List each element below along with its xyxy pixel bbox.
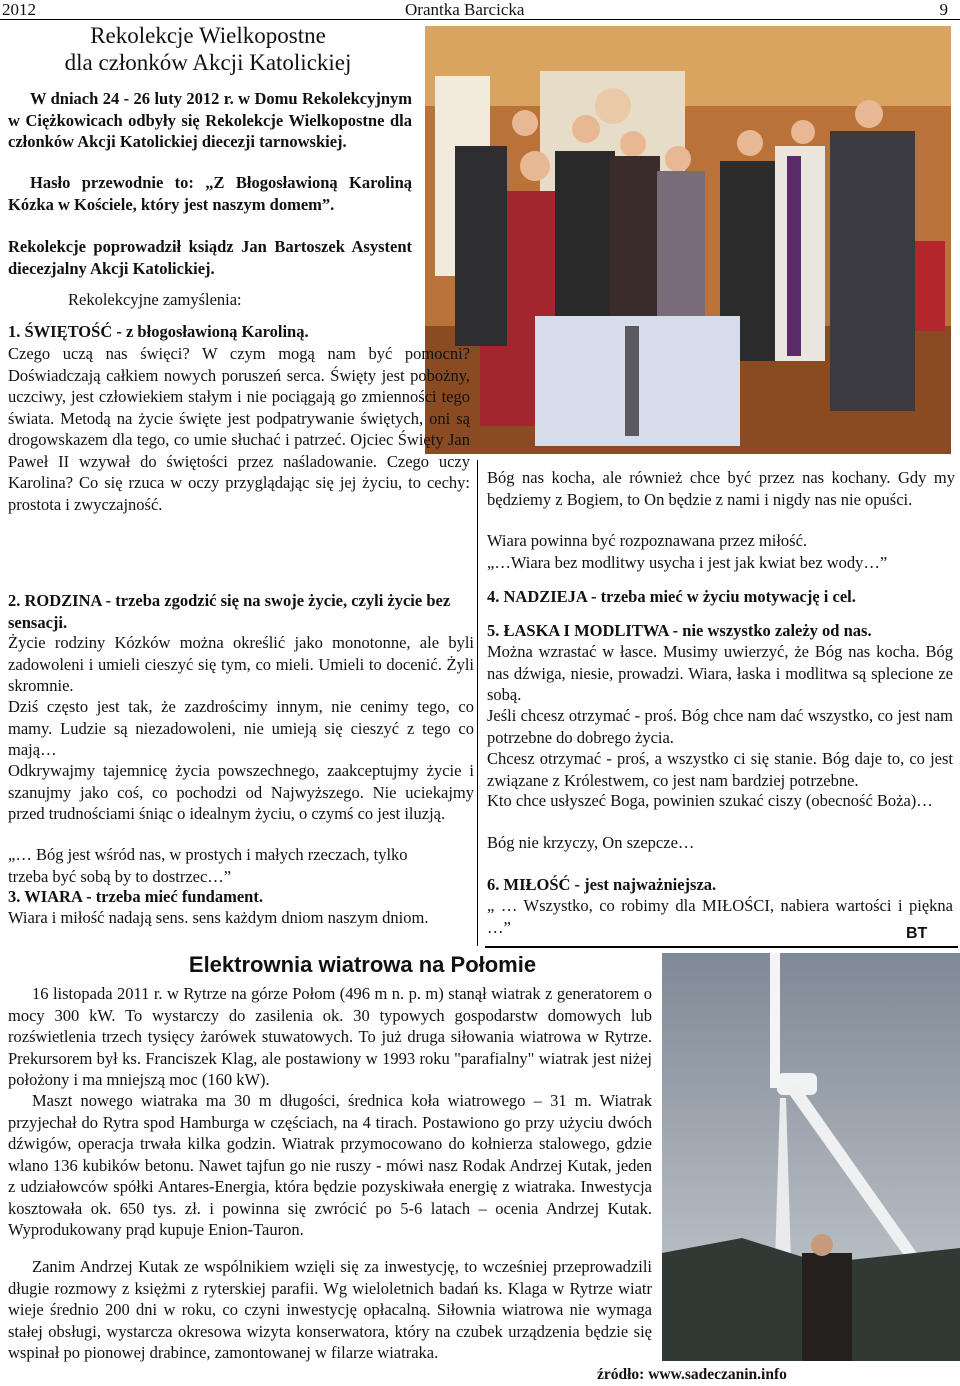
column-divider: [477, 460, 478, 946]
group-photo: [425, 26, 951, 454]
section3-heading: 3. WIARA - trzeba mieć fundament.: [8, 887, 263, 906]
section5-paragraph-2: Jeśli chcesz otrzymać - proś. Bóg chce nam dać wszystko, co jest nam potrzebne do dobrego życia.: [487, 706, 953, 747]
right-paragraph-3: „…Wiara bez modlitwy usycha i jest jak kwiat bez wody…”: [487, 553, 888, 572]
section5-paragraph-3: Chcesz otrzymać - proś, a wszystko ci się stanie. Bóg daje to, co jest związane z Królestwem, co jest nam bardziej potrzebne.: [487, 749, 953, 790]
section6-text: „ … Wszystko, co robimy dla MIŁOŚCI, nabiera wartości i piękna …”: [487, 896, 953, 937]
section5-paragraph-1: Można wzrastać w łasce. Musimy uwierzyć, że Bóg nas kocha. Bóg nas dźwiga, niesie, prowadzi. Wiara, łaska i modlitwa są splecione ze sobą.: [487, 642, 953, 704]
section4-heading: 4. NADZIEJA - trzeba mieć w życiu motywację i cel.: [487, 587, 856, 606]
section2-paragraph-3: Odkrywajmy tajemnicę życia powszechnego, zaakceptujmy życie i szanujmy jako coś, co pochodzi od Najwyższego. Nie uciekajmy przed trudnościami śniąc o idealnym życiu, o czymś co jest iluzją.: [8, 761, 474, 823]
article1-intro: W dniach 24 - 26 luty 2012 r. w Domu Rekolekcyjnym w Ciężkowicach odbyły się Rekolekcje Wielkopostne dla członków Akcji Katolickiej diecezji tarnowskiej.: [8, 89, 412, 151]
section2-paragraph-1: Życie rodziny Kózków można określić jako monotonne, ale byli zadowoleni i umieli cieszyć się tym, co mieli. Umieli to docenić. Żyli skromnie.: [8, 633, 474, 695]
article-separator: [485, 946, 958, 948]
section2-quote: „… Bóg jest wśród nas, w prostych i małych rzeczach, tylko trzeba być sobą by to dostrzec…”: [8, 845, 408, 886]
header-title: Orantka Barcicka: [405, 0, 525, 19]
article2-title: Elektrownia wiatrowa na Połomie: [188, 952, 537, 977]
article1-signature: BT: [906, 925, 928, 942]
article2-paragraph-2: Maszt nowego wiatraka ma 30 m długości, średnica koła wiatrowego – 31 m. Wiatrak przyjechał do Rytra spod Hamburga w częściach, na 4 tirach. Postawiono go przy użyciu dwóch dźwigów, operacja trwała kilka godzin. Wiatrak przymocowano do kołnierza stalowego, gdzie wlano 136 kubików betonu. Nawet tajfun go nie ruszy - mówi nasz Rodak Andrzej Kutak, jeden z udziałowców spółki Antares-Energia, która będzie pozyskiwała energię z wiatraka. Inwestycja kosztowała ok. 650 tys. zł. i powinna się zwrócić po 5-6 latach – ocenia Andrzej Kutak. Wyprodukowany prąd kupuje Enion-Tauron.: [8, 1091, 652, 1239]
section1-heading: 1. ŚWIĘTOŚĆ - z błogosławioną Karoliną.: [8, 322, 309, 341]
article2-paragraph-3: Zanim Andrzej Kutak ze wspólnikiem wzięli się za inwestycję, to wcześniej przeprowadzili długie rozmowy z księżmi z ryterskiej parafii. Wg wieloletnich badań ks. Klaga w Rytrze wiatr wieje średnio 200 dni w roku, co czyni inwestycję opłacalną. Siłownia wiatrowa nie wymaga stałej obsługi, wystarcza okresowa wizyta konserwatora, który na czubek urządzenia będzie się wspinał po pionowej drabince, zamontowanej w filarze wiatraka.: [8, 1257, 652, 1362]
article1-leader: Rekolekcje poprowadził ksiądz Jan Bartoszek Asystent diecezjalny Akcji Katolickiej.: [8, 237, 412, 278]
section2-heading: 2. RODZINA - trzeba zgodzić się na swoje życie, czyli życie bez sensacji.: [8, 591, 451, 632]
section3-text: Wiara i miłość nadają sens. sens każdym dniom naszym dniom.: [8, 908, 429, 927]
section1-text: Czego uczą nas święci? W czym mogą nam być pomocni? Doświadczają całkiem nowych poruszeń serca. Święty jest pobożny, uczciwy, jest człowiekiem stałym i nie pociągają go zmienności tego świata. Metodą na życie święte jest podpatrywanie świętych, oni są drogowskazem dla tego, co umie słuchać i patrzeć. Ojciec Święty Jan Paweł II wzywał do świętości przez naśladowanie. Czego uczy Karolina? Co się rzuca w oczy przyglądając się jej życiu, to cechy: prostota i zwyczajność.: [8, 344, 470, 514]
section5-paragraph-5: Bóg nie krzyczy, On szepcze…: [487, 833, 695, 852]
wind-turbine-photo: [662, 953, 960, 1361]
article2-paragraph-1: 16 listopada 2011 r. w Rytrze na górze Połom (496 m n. p. m) stanął wiatrak z generatorem o mocy 300 kW. To wystarczy do zasilenia ok. 30 typowych gospodarstw domowych lub rozświetlenia trzech tysięcy żarówek stuwatowych. To już druga siłowania wiatrowa w Rytrze. Prekursorem był ks. Franciszek Klag, ale postawiony w 1993 roku "parafialny" wiatrak jest niżej położony i ma mniejszą moc (160 kW).: [8, 984, 652, 1089]
article1-motto: Hasło przewodnie to: „Z Błogosławioną Karoliną Kózka w Kościele, który jest naszym domem”.: [8, 173, 412, 214]
article1-title: Rekolekcje Wielkopostne dla członków Akcji Katolickiej: [64, 23, 352, 75]
section6-heading: 6. MIŁOŚĆ - jest najważniejsza.: [487, 875, 717, 894]
header-page-number: 9: [939, 0, 948, 19]
article1-subtitle: Rekolekcyjne zamyślenia:: [68, 290, 242, 309]
page-header: [0, 0, 960, 20]
header-year: 2012: [2, 0, 36, 19]
source-credit: źródło: www.sadeczanin.info: [597, 1366, 787, 1383]
section5-heading: 5. ŁASKA I MODLITWA - nie wszystko zależy od nas.: [487, 621, 872, 640]
right-paragraph-1: Bóg nas kocha, ale również chce być przez nas kochany. Gdy my będziemy z Bogiem, to On będzie z nami i nigdy nas nie opuści.: [487, 468, 955, 509]
header-rule: [0, 19, 960, 20]
section2-paragraph-2: Dziś często jest tak, że zazdrościmy innym, nie cenimy tego, co mamy. Ludzie są niezadowoleni, nie umieją się cieszyć z tego co mają…: [8, 697, 474, 759]
right-paragraph-2: Wiara powinna być rozpoznawana przez miłość.: [487, 531, 808, 550]
section5-paragraph-4: Kto chce usłyszeć Boga, powinien szukać ciszy (obecność Boża)…: [487, 791, 933, 810]
